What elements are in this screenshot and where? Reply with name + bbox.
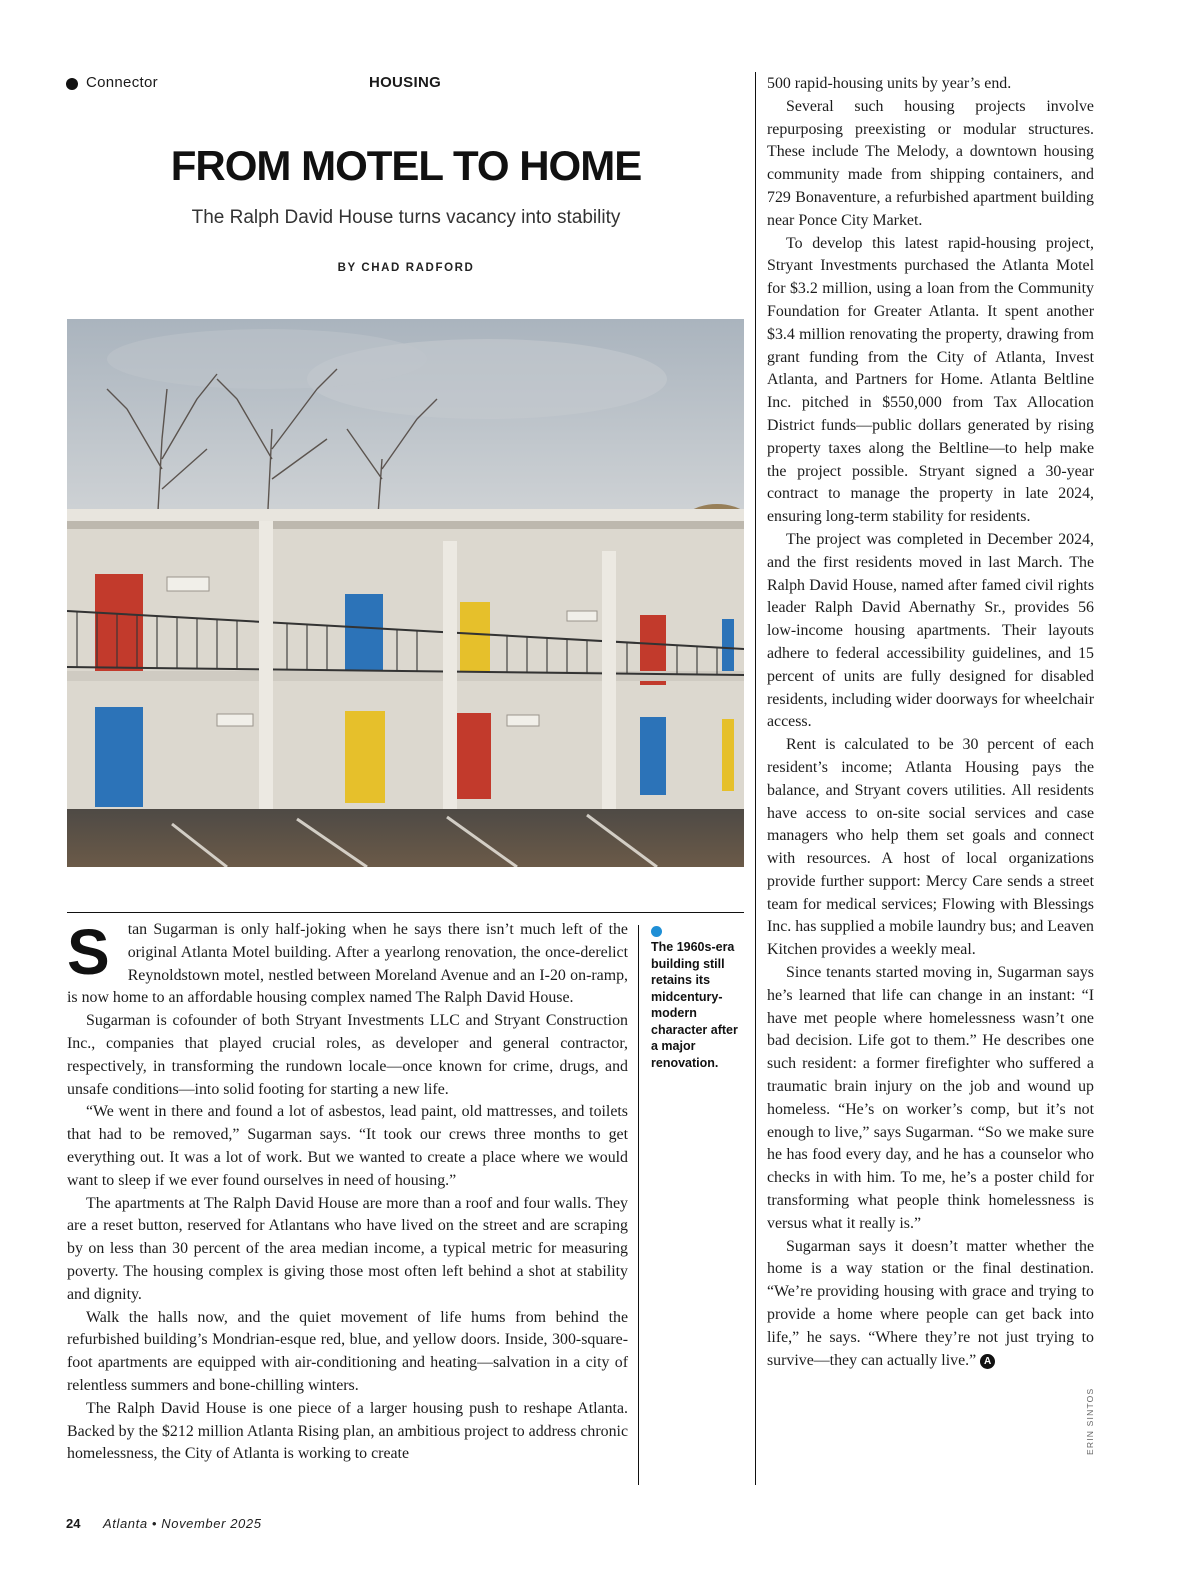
section-label: Connector [86, 74, 158, 91]
byline: BY CHAD RADFORD [337, 262, 475, 274]
motel-photo [67, 319, 744, 867]
paragraph-text: tan Sugarman is only half-joking when he says there isn’t much left of the original Atlanta Motel building. After a yearlong renovation, the once-derelict Reynoldstown motel, nestled between Moreland Avenue and an I-20 on-ramp, is now home to an affordable housing complex named The Ralph David House. [67, 921, 628, 1007]
article-column-2 [767, 73, 1094, 1372]
section-bullet-icon [66, 78, 78, 90]
column-rule [755, 72, 756, 1485]
body-top-rule [67, 912, 744, 913]
paragraph [767, 1236, 1094, 1373]
caption-rule [638, 925, 639, 1485]
paragraph [67, 916, 628, 1010]
paragraph: Sugarman is cofounder of both Stryant Investments LLC and Stryant Construction Inc., companies that played crucial roles, as developer and general contractor, respectively, in transforming the rundown locale—once known for crime, drugs, and unsafe conditions—into solid footing for starting a new life. [67, 1012, 628, 1098]
photo-caption: The 1960s-era building still retains its midcentury-modern character after a major renovation. [651, 940, 738, 1070]
paragraph: “We went in there and found a lot of asbestos, lead paint, old mattresses, and toilets that had to be removed,” Sugarman says. “It took our crews three months to get everything out. It was a lot of work. But we wanted to create a place where we would want to sleep if we ever found ourselves in need of housing.” [67, 1103, 628, 1189]
publication-line: Atlanta • November 2025 [103, 1516, 262, 1531]
drop-cap: S [67, 916, 110, 988]
paragraph: Since tenants started moving in, Sugarman says he’s learned that life can change in an instant: “I have met people where homelessness wasn’t one bad decision. Life got to them.” He describes one such resident: a former firefighter who suffered a traumatic brain injury on the job and wound up homeless. “He’s on worker’s comp, but it’s not enough to live,” says Sugarman. “So we make sure he has food every day, and he has a counselor who checks in with him. To me, he’s a poster child for transforming what people think homelessness is versus what it really is.” [767, 964, 1094, 1232]
paragraph: The apartments at The Ralph David House are more than a roof and four walls. They are a reset button, reserved for Atlantans who have lived on the street and are scraping by on less than 30 percent of the area median income, a typical metric for measuring poverty. The housing complex is giving those most often left behind a shot at stability and dignity. [67, 1194, 628, 1303]
dek: The Ralph David House turns vacancy into stability [191, 207, 621, 228]
headline: FROM MOTEL TO HOME [170, 142, 642, 189]
photo-credit: ERIN SINTOS [1085, 1387, 1095, 1455]
caption-bullet-icon [651, 926, 662, 937]
paragraph: Walk the halls now, and the quiet movement of life hums from behind the refurbished building’s Mondrian-esque red, blue, and yellow doors. Inside, 300-square-foot apartments are equipped with air-conditioning and heating—salvation in a city of relentless summers and bone-chilling winters. [67, 1308, 628, 1394]
paragraph: The project was completed in December 2024, and the first residents moved in last March. The Ralph David House, named after famed civil rights leader Ralph David Abernathy Sr., provides 56 low-income housing apartments. Their layouts adhere to federal accessibility guidelines, and 15 percent of units are fully designed for disabled residents, including wider doorways for wheelchair access. [767, 530, 1094, 731]
paragraph: Several such housing projects involve repurposing preexisting or modular structures. These include The Melody, a downtown housing community made from shipping containers, and 729 Bonaventure, a refurbished apartment building near Ponce City Market. [767, 97, 1094, 229]
page-number: 24 [66, 1516, 81, 1531]
paragraph: The Ralph David House is one piece of a larger housing push to reshape Atlanta. Backed by the $212 million Atlanta Rising plan, an ambitious project to address chronic homelessness, the City of Atlanta is working to create [67, 1399, 628, 1463]
paragraph: To develop this latest rapid-housing project, Stryant Investments purchased the Atlanta Motel for $3.2 million, using a loan from the Community Foundation for Greater Atlanta. It spent another $3.4 million renovating the property, drawing from grant funding from the City of Atlanta, Invest Atlanta, and Partners for Home. Atlanta Beltline Inc. pitched in $550,000 from Tax Allocation District funds—public dollars generated by rising property taxes along the Beltline—to help make the project possible. Stryant signed a 30-year contract to manage the property in late 2024, ensuring long-term stability for residents. [767, 234, 1094, 526]
article-column-1 [67, 916, 628, 1466]
end-mark-icon: A [980, 1354, 995, 1369]
paragraph-text: Sugarman says it doesn’t matter whether the home is a way station or the final destination. “We’re providing housing with grace and trying to provide a home where people can get back into life,” he says. “Where they’re not just trying to survive—they can actually live.” [767, 1237, 1094, 1369]
paragraph: Rent is calculated to be 30 percent of each resident’s income; Atlanta Housing pays the balance, and Stryant covers utilities. All residents have access to on-site social services and case managers who help them set goals and connect with resources. A host of local organizations provide further support: Mercy Care sends a street team for medical services; Flowing with Blessings Inc. has supplied a mobile laundry bus; and Leaven Kitchen provides a weekly meal. [767, 736, 1094, 959]
category-label: HOUSING [368, 74, 442, 91]
paragraph: 500 rapid-housing units by year’s end. [767, 75, 1012, 92]
